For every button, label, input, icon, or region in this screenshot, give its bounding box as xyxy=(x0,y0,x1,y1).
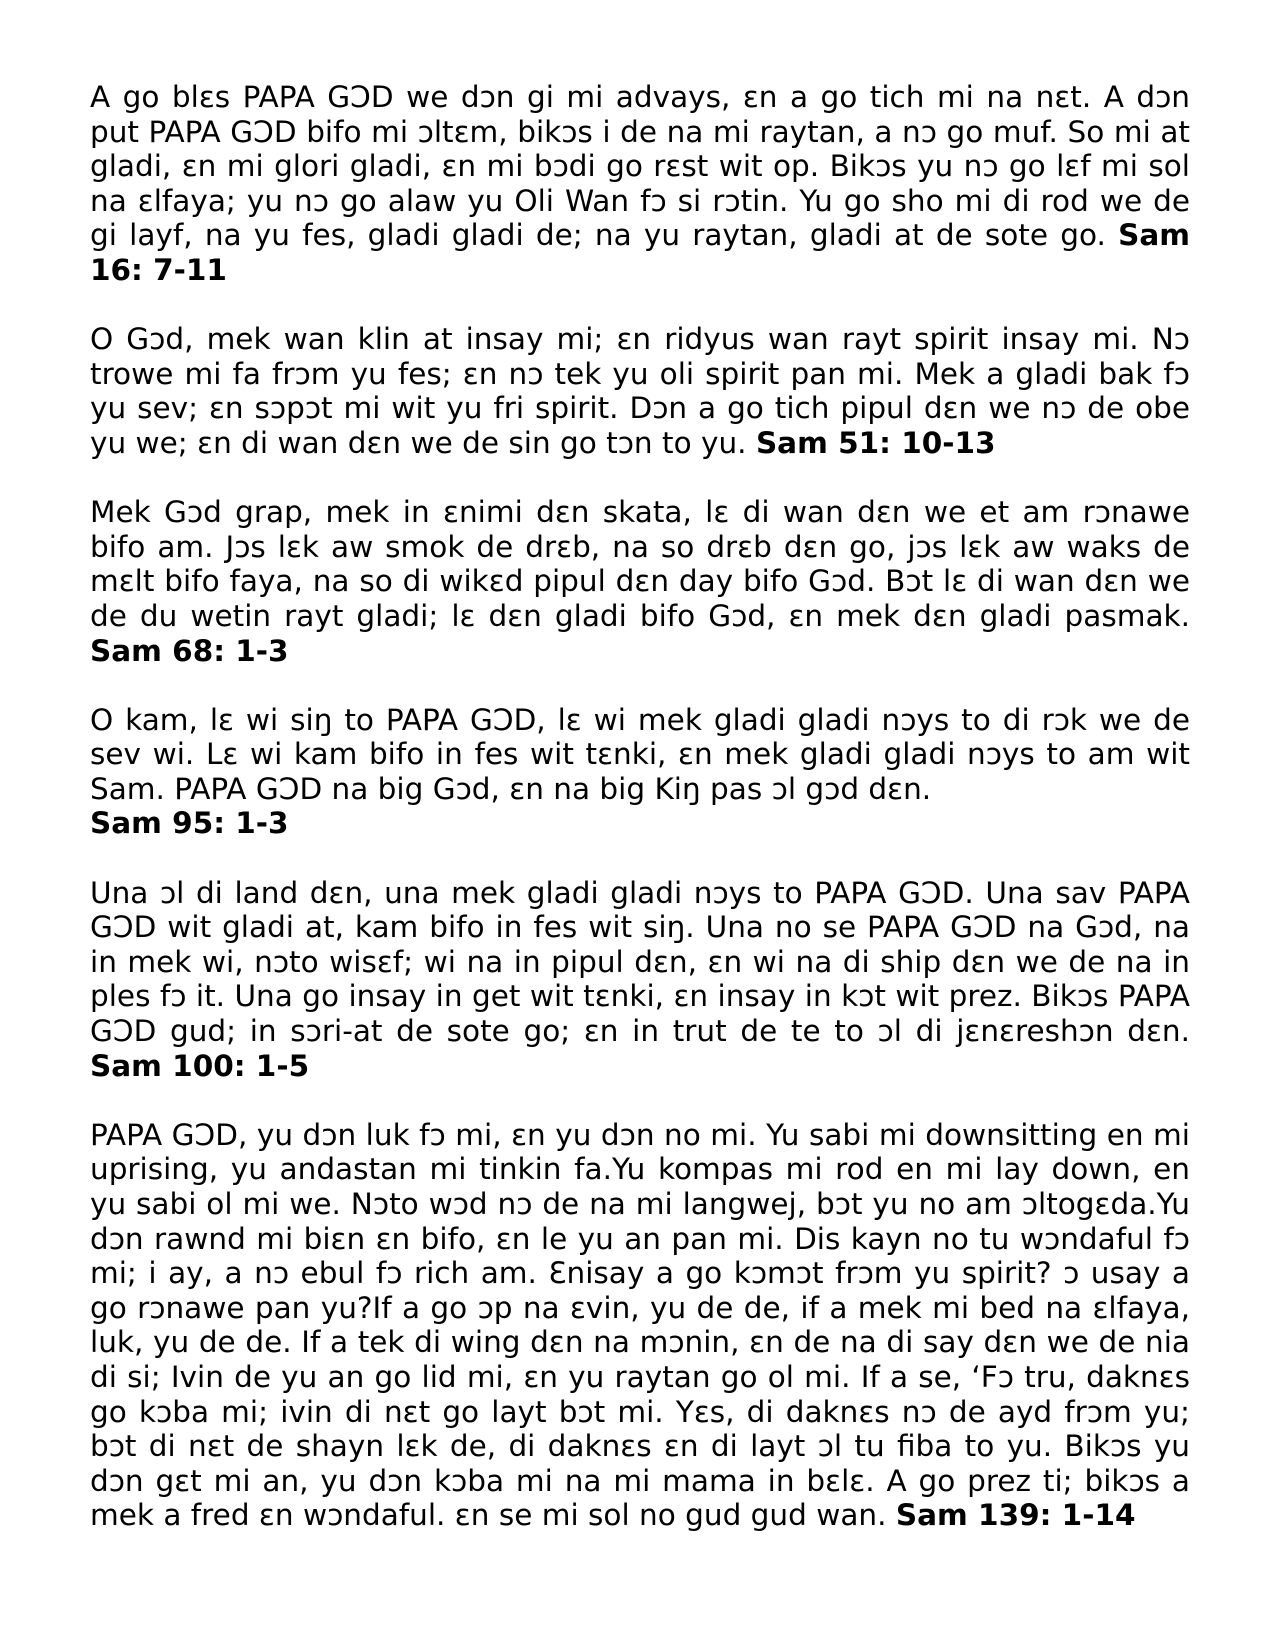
scripture-reference: Sam 51: 10-13 xyxy=(755,425,996,460)
paragraph-text: PAPA GƆD, yu dɔn luk fɔ mi, ɛn yu dɔn no mi. Yu sabi mi downsitting en mi uprising, yu andastan mi tinkin fa.Yu kompas mi rod en mi lay down, en yu sabi ol mi we. Nɔto wɔd nɔ de na mi langwej, bɔt yu no am ɔltogɛda.Yu dɔn rawnd mi biɛn ɛn bifo, ɛn le yu an pan mi. Dis kayn no tu wɔndaful fɔ mi; i ay, a nɔ ebul fɔ rich am. Ɛnisay a go kɔmɔt frɔm yu spirit? ɔ usay a go rɔnawe pan yu?If a go ɔp na ɛvin, yu de de, if a mek mi bed na ɛlfaya, luk, yu de de. If a tek di wing dɛn na mɔnin, ɛn de na di say dɛn we de nia di si; Ivin de yu an go lid mi, ɛn yu raytan go ol mi. If a se, ‘Fɔ tru, daknɛs go kɔba mi; ivin di nɛt go layt bɔt mi. Yɛs, di daknɛs nɔ de ayd frɔm yu; bɔt di nɛt de shayn lɛk de, di daknɛs ɛn di layt ɔl tu fiba to yu. Bikɔs yu dɔn gɛt mi an, yu dɔn kɔba mi na mi mama in bɛlɛ. A go prez ti; bikɔs a mek a fred ɛn wɔndaful. ɛn se mi sol no gud gud wan. xyxy=(90,1117,1190,1533)
scripture-reference: Sam 139: 1-14 xyxy=(895,1498,1136,1533)
scripture-reference: Sam 68: 1-3 xyxy=(90,633,289,668)
paragraph-psalm-95 xyxy=(90,703,1190,841)
scripture-reference: Sam 100: 1-5 xyxy=(90,1048,310,1083)
paragraph-text: O Gɔd, mek wan klin at insay mi; ɛn ridyus wan rayt spirit insay mi. Nɔ trowe mi fa frɔm yu fes; ɛn nɔ tek yu oli spirit pan mi. Mek a gladi bak fɔ yu sev; ɛn sɔpɔt mi wit yu fri spirit. Dɔn a go tich pipul dɛn we nɔ de obe yu we; ɛn di wan dɛn we de sin go tɔn to yu. xyxy=(90,322,1190,460)
paragraph-psalm-51 xyxy=(90,322,1190,460)
paragraph-text: Una ɔl di land dɛn, una mek gladi gladi nɔys to PAPA GƆD. Una sav PAPA GƆD wit gladi at, kam bifo in fes wit siŋ. Una no se PAPA GƆD na Gɔd, na in mek wi, nɔto wisɛf; wi na in pipul dɛn, ɛn wi na di ship dɛn we de na in ples fɔ it. Una go insay in get wit tɛnki, ɛn insay in kɔt wit prez. Bikɔs PAPA GƆD gud; in sɔri-at de sote go; ɛn in trut de te to ɔl di jɛnɛreshɔn dɛn. xyxy=(90,875,1190,1049)
paragraph-psalm-68 xyxy=(90,495,1190,668)
paragraph-psalm-139 xyxy=(90,1118,1190,1533)
paragraph-psalm-100 xyxy=(90,876,1190,1084)
scripture-reference: Sam 16: 7-11 xyxy=(90,218,1190,287)
document-page xyxy=(90,80,1190,1568)
paragraph-text: O kam, lɛ wi siŋ to PAPA GƆD, lɛ wi mek gladi gladi nɔys to di rɔk we de sev wi. Lɛ wi kam bifo in fes wit tɛnki, ɛn mek gladi gladi nɔys to am wit Sam. PAPA GƆD na big Gɔd, ɛn na big Kiŋ pas ɔl gɔd dɛn. xyxy=(90,702,1190,806)
paragraph-psalm-16 xyxy=(90,80,1190,288)
paragraph-text: Mek Gɔd grap, mek in ɛnimi dɛn skata, lɛ di wan dɛn we et am rɔnawe bifo am. Jɔs lɛk aw smok de drɛb, na so drɛb dɛn go, jɔs lɛk aw waks de mɛlt bifo faya, na so di wikɛd pipul dɛn day bifo Gɔd. Bɔt lɛ di wan dɛn we de du wetin rayt gladi; lɛ dɛn gladi bifo Gɔd, ɛn mek dɛn gladi pasmak. xyxy=(90,495,1190,633)
paragraph-text: A go blɛs PAPA GƆD we dɔn gi mi advays, ɛn a go tich mi na nɛt. A dɔn put PAPA GƆD bifo mi ɔltɛm, bikɔs i de na mi raytan, a nɔ go muf. So mi at gladi, ɛn mi glori gladi, ɛn mi bɔdi go rɛst wit op. Bikɔs yu nɔ go lɛf mi sol na ɛlfaya; yu nɔ go alaw yu Oli Wan fɔ si rɔtin. Yu go sho mi di rod we de gi layf, na yu fes, gladi gladi de; na yu raytan, gladi at de sote go. xyxy=(90,80,1190,253)
scripture-reference: Sam 95: 1-3 xyxy=(90,806,289,841)
